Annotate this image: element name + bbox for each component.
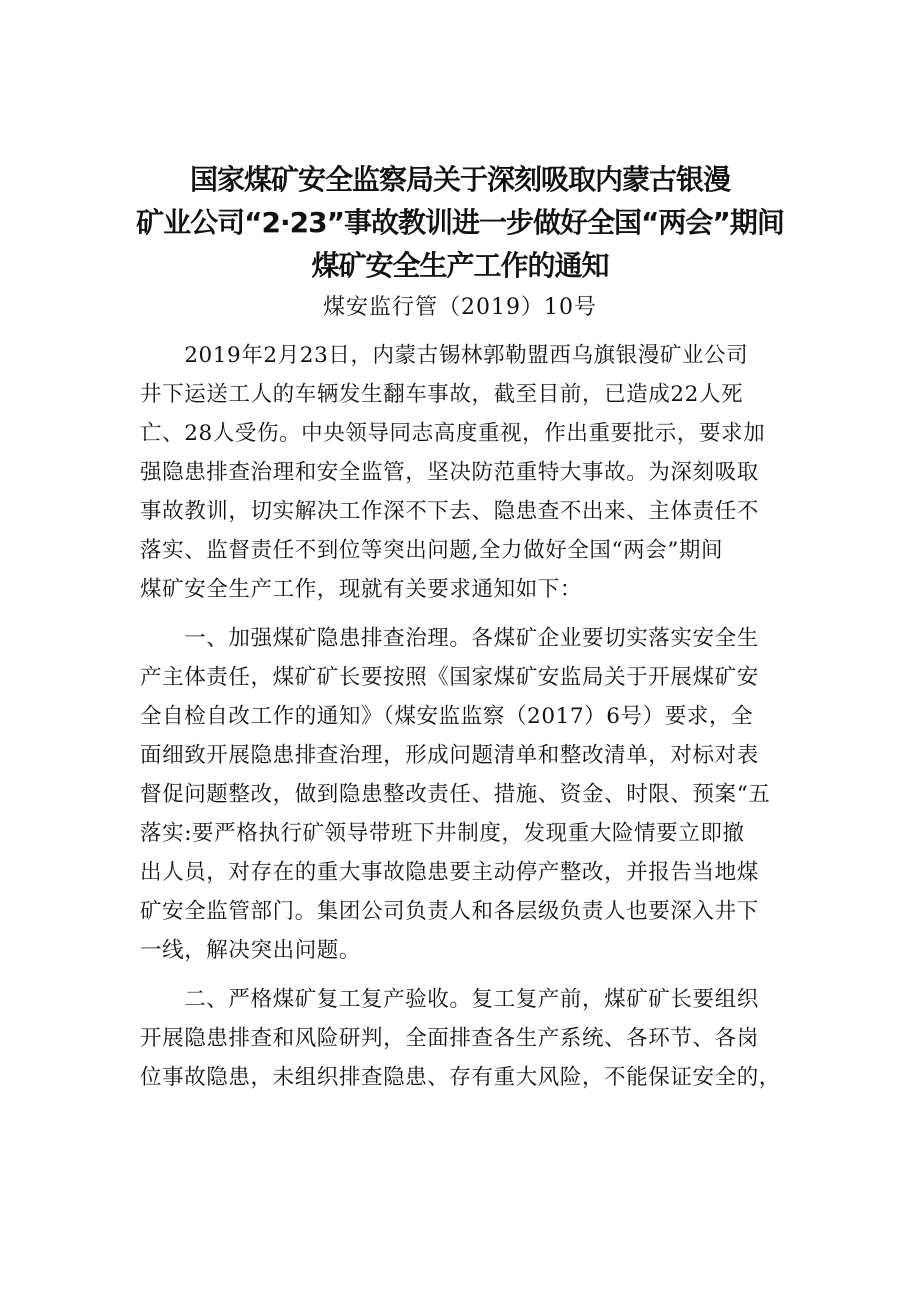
text-line: 一、加强煤矿隐患排查治理。各煤矿企业要切实落实安全生 bbox=[140, 626, 759, 651]
text-line: 面细致开展隐患排查治理，形成问题清单和整改清单，对标对表 bbox=[140, 743, 759, 768]
paragraph-section-1 bbox=[140, 623, 790, 974]
text-line: 矿安全监管部门。集团公司负责人和各层级负责人也要深入井下 bbox=[140, 899, 759, 924]
title-line-2: 矿业公司“2·23”事故教训进一步做好全国“两会”期间 bbox=[136, 206, 784, 239]
text-line: 位事故隐患，未组织排查隐患、存有重大风险，不能保证安全的， bbox=[140, 1065, 781, 1090]
text-line: 事故教训，切实解决工作深不下去、隐患查不出来、主体责任不 bbox=[140, 499, 759, 524]
text-line: 落实、监督责任不到位等突出问题,全力做好全国“两会”期间 bbox=[140, 538, 724, 563]
document-body bbox=[140, 340, 790, 1101]
text-line: 督促问题整改，做到隐患整改责任、措施、资金、时限、预案“五 bbox=[140, 782, 771, 807]
text-line: 落实:要严格执行矿领导带班下井制度，发现重大险情要立即撤 bbox=[140, 821, 745, 846]
text-line: 煤矿安全生产工作，现就有关要求通知如下： bbox=[140, 577, 583, 602]
text-line: 亡、28人受伤。中央领导同志高度重视，作出重要批示，要求加 bbox=[140, 421, 766, 446]
document-number: 煤安监行管（2019）10号 bbox=[323, 295, 597, 320]
paragraph-section-2 bbox=[140, 984, 790, 1101]
paragraph-spacer bbox=[140, 974, 790, 984]
text-line: 井下运送工人的车辆发生翻车事故，截至目前，已造成22人死 bbox=[140, 382, 744, 407]
text-line: 产主体责任，煤矿矿长要按照《国家煤矿安监局关于开展煤矿安 bbox=[140, 665, 759, 690]
paragraph-intro bbox=[140, 340, 790, 613]
text-line: 一线，解决突出问题。 bbox=[140, 938, 362, 963]
document-title bbox=[0, 158, 920, 287]
text-line: 开展隐患排查和风险研判，全面排查各生产系统、各环节、各岗 bbox=[140, 1026, 759, 1051]
paragraph-spacer bbox=[140, 613, 790, 623]
text-line: 出人员，对存在的重大事故隐患要主动停产整改，并报告当地煤 bbox=[140, 860, 759, 885]
text-line: 2019年2月23日，内蒙古锡林郭勒盟西乌旗银漫矿业公司 bbox=[140, 343, 749, 368]
text-line: 强隐患排查治理和安全监管，坚决防范重特大事故。为深刻吸取 bbox=[140, 460, 759, 485]
title-line-3: 煤矿安全生产工作的通知 bbox=[311, 249, 609, 282]
text-line: 全自检自改工作的通知》（煤安监监察（2017）6号）要求，全 bbox=[140, 704, 754, 729]
text-line: 二、严格煤矿复工复产验收。复工复产前，煤矿矿长要组织 bbox=[140, 987, 759, 1012]
title-line-1: 国家煤矿安全监察局关于深刻吸取内蒙古银漫 bbox=[189, 163, 730, 196]
